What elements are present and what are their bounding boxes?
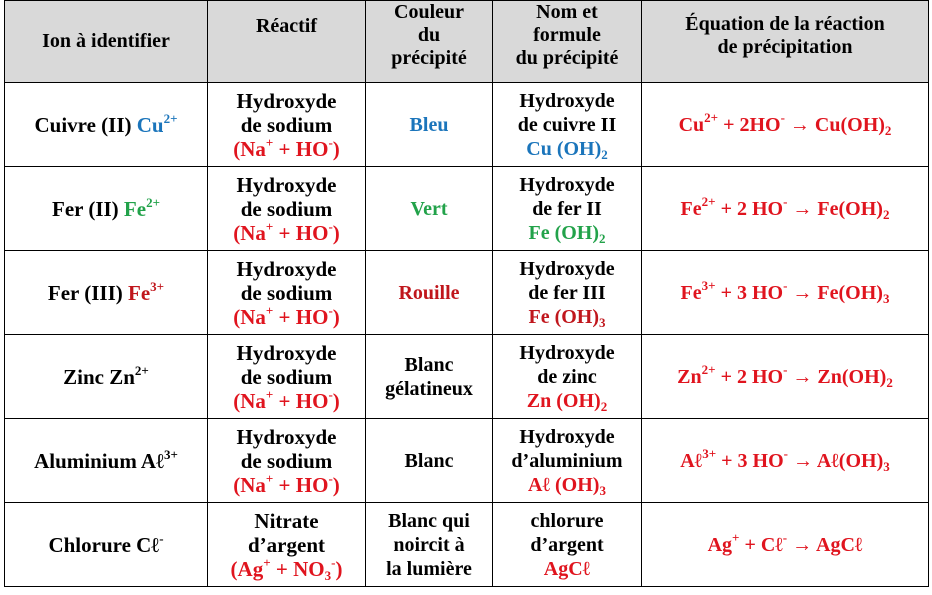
table-row (5, 419, 929, 503)
reactif-formula-mid: + HO (273, 388, 329, 413)
equation (680, 193, 890, 222)
equation-cell (642, 251, 929, 335)
equation-reactant2: + 3 HO (716, 449, 784, 472)
nom-cell (493, 83, 642, 167)
reactif-formula-close: ) (332, 388, 340, 413)
ion-cell (5, 503, 208, 587)
reactif-formula-charge1: + (265, 134, 274, 150)
ion-symbol: Fe (128, 280, 151, 305)
ion-name: Chlorure Cℓ (48, 532, 160, 557)
reactif-formula-charge1: + (265, 302, 274, 318)
reactif-line1: Hydroxyde (236, 88, 337, 113)
equation-reactant2: + 2HO (718, 113, 781, 136)
reactif-formula-charge1: + (265, 386, 274, 402)
reactif-cell (208, 83, 366, 167)
precipitate-formula-main: Aℓ (OH) (528, 473, 600, 496)
ion-name: Cuivre (II) (34, 112, 137, 137)
reactif-formula-charge1: + (265, 218, 274, 234)
reactif-cell (208, 167, 366, 251)
equation-cell (642, 503, 929, 587)
nom-cell (493, 503, 642, 587)
precipitate-color: Vert (410, 197, 448, 220)
equation-product: → Aℓ(OH) (787, 449, 884, 472)
reactif-formula (210, 470, 363, 497)
precipitate-formula (495, 473, 639, 497)
precipitate-formula-sub: 3 (599, 314, 606, 330)
equation-product: → Fe(OH) (787, 281, 883, 304)
precipitate-color-line3: la lumière (386, 557, 472, 580)
header-ion-text: Ion à identifier (42, 30, 170, 52)
ion-charge: 2+ (163, 110, 178, 126)
header-couleur-line2: du (417, 24, 441, 46)
ion-cell (5, 335, 208, 419)
equation-reactant1: Cu (678, 113, 705, 136)
precipitate-formula (495, 389, 639, 413)
reactif-formula-open: (Na (233, 136, 266, 161)
equation-reactant2: + 2 HO (715, 197, 784, 220)
header-equation-line1: Équation de la réaction (685, 13, 885, 35)
equation-product-sub: 2 (886, 374, 893, 390)
couleur-cell (366, 83, 493, 167)
reactif-line2: de sodium (240, 448, 333, 473)
reactif-formula-close: ) (332, 136, 340, 161)
precipitate-color-line2: noircit à (393, 533, 465, 556)
ion-charge: 2+ (146, 194, 160, 210)
header-equation-line2: de précipitation (717, 36, 853, 58)
table-row (5, 83, 929, 167)
precipitate-name-line1: Hydroxyde (519, 341, 615, 364)
reactif-formula-mid: + HO (273, 136, 329, 161)
equation-reactant2-charge: - (783, 277, 788, 293)
precipitate-formula-sub: 2 (600, 398, 608, 414)
precipitate-name-line2: de fer II (532, 197, 602, 220)
equation-reactant2-charge: - (780, 109, 785, 125)
equation-reactant2-charge: - (783, 445, 788, 461)
nom-cell (493, 419, 642, 503)
equation-reactant1-charge: 3+ (701, 277, 716, 293)
equation-product-sub: 3 (882, 290, 890, 306)
reactif-line2: de sodium (240, 112, 333, 137)
precipitate-formula-main: Zn (OH) (526, 389, 601, 412)
reactif-line2: de sodium (240, 364, 333, 389)
reactif-formula-open: (Ag (230, 556, 264, 581)
equation-reactant1: Zn (677, 365, 702, 388)
equation (678, 109, 892, 138)
reactif-formula-mid: + HO (273, 472, 329, 497)
reactif-formula-charge2: - (328, 386, 333, 402)
precipitate-formula-main: Fe (OH) (528, 305, 600, 328)
equation-cell (642, 419, 929, 503)
header-equation (642, 1, 929, 83)
reactif-line1: Nitrate (254, 508, 319, 533)
header-nom-line2: formule (533, 24, 601, 46)
reactif-cell (208, 335, 366, 419)
equation-product: → AgCℓ (787, 533, 863, 556)
couleur-cell (366, 335, 493, 419)
ion-charge: 3+ (150, 278, 165, 294)
ion-name: Aluminium Aℓ (34, 448, 164, 473)
ion-symbol: Cu (136, 112, 164, 137)
header-nom-line3: du précipité (515, 47, 619, 69)
table-row (5, 167, 929, 251)
header-couleur-line1: Couleur (394, 1, 464, 23)
equation-reactant1-charge: 2+ (701, 193, 716, 209)
ion-cell (5, 83, 208, 167)
precipitate-color: Rouille (398, 281, 460, 304)
precipitate-formula-main: AgCℓ (543, 557, 591, 580)
precipitate-formula (495, 305, 639, 329)
reactif-formula-mid: + HO (273, 304, 329, 329)
reactif-formula-close: ) (332, 472, 340, 497)
equation-product-sub: 2 (884, 122, 892, 138)
precipitate-color-line1: Blanc qui (388, 509, 470, 532)
reactif-line2: de sodium (240, 196, 333, 221)
precipitate-color: Bleu (409, 113, 449, 136)
ion-cell (5, 251, 208, 335)
precipitate-name-line1: chlorure (530, 509, 604, 532)
equation-reactant2-charge: - (783, 193, 788, 209)
reactif-formula-sub: 3 (324, 567, 332, 583)
equation-product: → Fe(OH) (787, 197, 883, 220)
couleur-cell (366, 167, 493, 251)
precipitate-name-line2: de zinc (537, 365, 597, 388)
header-couleur (366, 1, 493, 83)
table-row (5, 503, 929, 587)
header-ion (5, 1, 208, 83)
header-row (5, 1, 929, 83)
reactif-line1: Hydroxyde (236, 256, 337, 281)
table-row (5, 251, 929, 335)
equation-reactant2-charge: - (782, 529, 788, 545)
precipitate-formula-sub: 2 (599, 230, 606, 246)
reactif-formula-close: ) (335, 556, 343, 581)
equation (677, 361, 893, 390)
precipitate-name-line1: Hydroxyde (519, 89, 615, 112)
equation-reactant2-charge: - (783, 361, 788, 377)
precipitate-color-line2: gélatineux (385, 377, 473, 400)
precipitate-formula-sub: 2 (601, 146, 608, 162)
header-couleur-line3: précipité (391, 47, 467, 69)
equation-reactant1-charge: 3+ (702, 445, 717, 461)
reactif-formula (210, 134, 363, 161)
header-nom (493, 1, 642, 83)
reactif-formula-mid: + NO (270, 556, 325, 581)
equation-cell (642, 335, 929, 419)
nom-cell (493, 251, 642, 335)
precipitate-formula (495, 137, 639, 161)
equation-reactant1-charge: 2+ (704, 109, 719, 125)
reactif-formula (210, 218, 363, 245)
nom-cell (493, 335, 642, 419)
ion-charge: 2+ (134, 362, 149, 378)
equation-reactant1: Ag (707, 533, 733, 556)
ion-cell (5, 419, 208, 503)
reactif-line1: Hydroxyde (236, 424, 337, 449)
equation-reactant2: + Cℓ (739, 533, 783, 556)
equation-reactant2: + 3 HO (715, 281, 784, 304)
reactif-formula-charge2: - (328, 218, 333, 234)
reactif-formula-charge1: + (265, 470, 274, 486)
ion-cell (5, 167, 208, 251)
reactif-line2: de sodium (240, 280, 333, 305)
equation-product-sub: 2 (882, 206, 890, 222)
reactif-formula-open: (Na (233, 304, 266, 329)
ion-identification-table (4, 0, 929, 587)
equation (680, 445, 890, 474)
ion-charge: 3+ (163, 446, 178, 462)
equation-reactant1: Fe (680, 197, 702, 220)
precipitate-formula-main: Fe (OH) (528, 221, 600, 244)
ion-name: Fer (III) (47, 280, 128, 305)
equation-cell (642, 83, 929, 167)
precipitate-name-line1: Hydroxyde (519, 257, 615, 280)
equation-reactant2: + 2 HO (715, 365, 784, 388)
precipitate-name-line2: d’aluminium (511, 449, 623, 472)
header-nom-line1: Nom et (536, 1, 598, 23)
couleur-cell (366, 503, 493, 587)
precipitate-name-line2: de cuivre II (517, 113, 617, 136)
precipitate-formula-main: Cu (OH) (526, 137, 602, 160)
couleur-cell (366, 419, 493, 503)
header-reactif-text: Réactif (255, 15, 318, 37)
reactif-formula-charge2: - (328, 470, 333, 486)
reactif-formula (210, 386, 363, 413)
reactif-formula-open: (Na (233, 220, 266, 245)
equation-cell (642, 167, 929, 251)
reactif-formula (210, 302, 363, 329)
reactif-line1: Hydroxyde (236, 172, 337, 197)
precipitate-formula (495, 557, 639, 581)
precipitate-color-line1: Blanc (404, 353, 454, 376)
reactif-cell (208, 419, 366, 503)
ion-symbol: Fe (123, 196, 147, 221)
equation (680, 277, 890, 306)
reactif-line2: d’argent (248, 532, 325, 557)
reactif-cell (208, 251, 366, 335)
equation-product: → Zn(OH) (787, 365, 887, 388)
precipitate-name-line2: d’argent (530, 533, 604, 556)
reactif-formula-mid: + HO (273, 220, 329, 245)
equation (707, 529, 863, 556)
ion-name: Fer (II) (52, 196, 124, 221)
ion-name: Zinc Zn (63, 364, 135, 389)
header-reactif (208, 1, 366, 83)
precipitate-formula (495, 221, 639, 245)
precipitate-formula-sub: 3 (599, 482, 606, 498)
reactif-formula-charge2: - (331, 554, 336, 570)
equation-product: → Cu(OH) (784, 113, 885, 136)
ion-charge: - (159, 530, 164, 546)
reactif-formula (210, 554, 363, 583)
reactif-line1: Hydroxyde (236, 340, 337, 365)
nom-cell (493, 167, 642, 251)
reactif-formula-close: ) (332, 220, 340, 245)
precipitate-color: Blanc (404, 449, 454, 472)
equation-product-sub: 3 (883, 458, 890, 474)
equation-reactant1-charge: 2+ (701, 361, 716, 377)
precipitate-name-line2: de fer III (528, 281, 606, 304)
equation-reactant1-charge: + (732, 529, 740, 545)
reactif-formula-close: ) (332, 304, 340, 329)
equation-reactant1: Aℓ (680, 449, 703, 472)
reactif-formula-open: (Na (233, 472, 266, 497)
reactif-formula-open: (Na (233, 388, 266, 413)
reactif-cell (208, 503, 366, 587)
couleur-cell (366, 251, 493, 335)
equation-reactant1: Fe (680, 281, 702, 304)
reactif-formula-charge2: - (328, 134, 333, 150)
reactif-formula-charge2: - (328, 302, 333, 318)
precipitate-name-line1: Hydroxyde (519, 173, 615, 196)
table-row (5, 335, 929, 419)
reactif-formula-charge1: + (263, 554, 271, 570)
precipitate-name-line1: Hydroxyde (519, 425, 615, 448)
